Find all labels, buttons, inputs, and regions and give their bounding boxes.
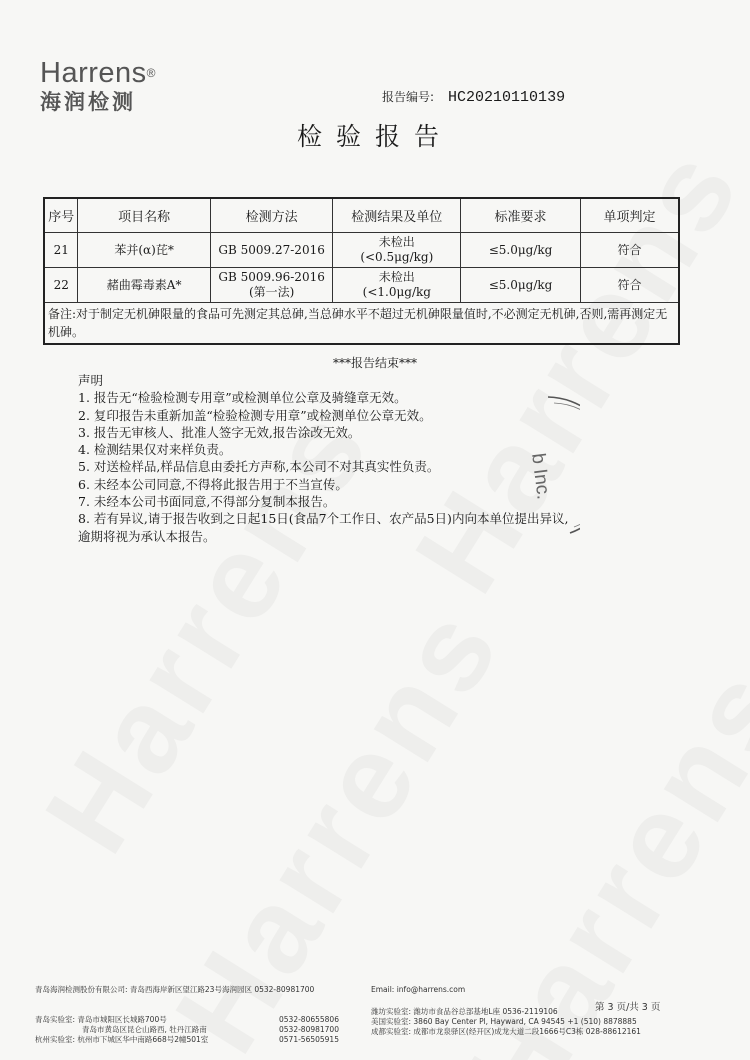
seal-stamp-text: b Inc. (527, 452, 554, 501)
declaration-item: 5. 对送检样品,样品信息由委托方声称,本公司不对其真实性负责。 (78, 459, 440, 475)
cell-standard: ≤5.0μg/kg (461, 233, 581, 268)
watermark-text (438, 642, 750, 1060)
logo-en-text: Harrens (40, 57, 147, 89)
cell-no: 22 (44, 268, 78, 303)
header-no: 序号 (44, 198, 78, 233)
header-result: 检测结果及单位 (333, 198, 461, 233)
logo-cn-text: 海润检测 (40, 90, 136, 114)
table-header-row (44, 198, 679, 233)
table-note: 备注:对于制定无机砷限量的食品可先测定其总砷,当总砷水平不超过无机砷限量值时,不必测定无机砷,否则,需再测定无机砷。 (44, 303, 679, 345)
declaration-item: 3. 报告无审核人、批准人签字无效,报告涂改无效。 (78, 424, 361, 440)
cell-method: GB 5009.96-2016 (第一法) (210, 268, 333, 303)
header-verdict: 单项判定 (580, 198, 679, 233)
declaration-item: 6. 未经本公司同意,不得将此报告用于不当宣传。 (78, 476, 348, 492)
cell-item: 苯并(α)芘* (78, 233, 210, 268)
page-title: 检验报告 (296, 122, 453, 151)
report-end-mark: ***报告结束*** (332, 356, 417, 370)
declaration-heading: 声明 (78, 373, 104, 388)
report-number-label: 报告编号: (382, 90, 435, 104)
declaration-item: 7. 未经本公司书面同意,不得部分复制本报告。 (78, 494, 336, 510)
declaration-item: 4. 检测结果仅对来样负责。 (78, 442, 232, 458)
page-number: 第 3 页/共 3 页 (595, 1002, 661, 1013)
report-number (382, 88, 565, 106)
footer-labs-left: 青岛实验室: 青岛市城阳区长城路700号 青岛市黄岛区昆仑山路西, 牡丹江路南 杭州实验室: 杭州市下城区华中南路668号2幢501室 (35, 1015, 209, 1045)
cell-result: 未检出 (<0.5μg/kg) (333, 233, 461, 268)
cell-result: 未检出 (<1.0μg/kg (333, 268, 461, 303)
report-number-value: HC20210110139 (448, 89, 566, 106)
registered-mark: ® (146, 66, 156, 80)
declaration-item-continuation: 逾期将视为承认本报告。 (78, 528, 216, 544)
company-logo (40, 58, 156, 116)
cell-verdict: 符合 (580, 268, 679, 303)
declaration-item: 1. 报告无“检验检测专用章”或检测单位公章及骑缝章无效。 (78, 390, 407, 406)
declaration-item: 2. 复印报告未重新加盖“检验检测专用章”或检测单位公章无效。 (78, 407, 432, 423)
cell-method: GB 5009.27-2016 (210, 233, 333, 268)
declaration (78, 372, 568, 545)
cell-verdict: 符合 (580, 233, 679, 268)
results-table (43, 197, 680, 345)
cell-item: 赭曲霉毒素A* (78, 268, 210, 303)
footer-phones: 0532-80655806 0532-80981700 0571-56505915 (279, 1015, 339, 1045)
header-method: 检测方法 (210, 198, 333, 233)
table-row (44, 268, 679, 303)
table-row (44, 233, 679, 268)
table-note-row (44, 303, 679, 345)
cell-standard: ≤5.0μg/kg (461, 268, 581, 303)
header-standard: 标准要求 (461, 198, 581, 233)
footer-labs-right: 潍坊实验室: 潍坊市食品谷总部基地L座 0536-2119106 美国实验室: 3860 Bay Center Pl, Hayward, CA 94545 +1 (510) 8878885 成都实验室: 成都市龙泉驿区(经开区)成龙大道二段1666号C3栋 028-88612161 (371, 1007, 641, 1037)
header-item: 项目名称 (78, 198, 210, 233)
footer-email: Email: info@harrens.com (371, 985, 466, 994)
footer-headquarters: 青岛海润检测股份有限公司: 青岛西海岸新区望江路23号海润园区 0532-80981700 (35, 985, 315, 994)
cell-no: 21 (44, 233, 78, 268)
declaration-item: 8. 若有异议,请于报告收到之日起15日(食品7个工作日、农产品5日)内向本单位提出异议, (78, 511, 569, 527)
